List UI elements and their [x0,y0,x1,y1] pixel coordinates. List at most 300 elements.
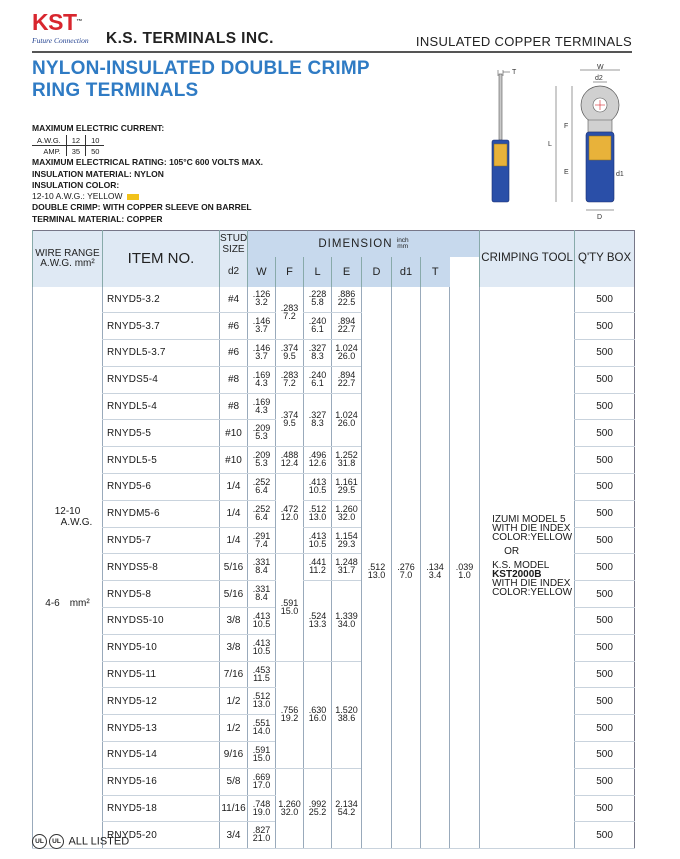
l-cell [332,287,362,313]
l-cell [332,661,362,768]
t-value [456,563,474,579]
d2-value [253,451,271,467]
item-number: RNYDL5-4 [103,393,220,420]
f-cell [304,474,332,501]
d2-value-inch: .209 [252,423,271,434]
w-value-mm: 12.4 [280,458,299,469]
f-value-inch: .992 [308,798,327,809]
d2-cell [248,715,276,742]
d2-value [253,639,271,655]
d2-cell [248,366,276,393]
l-cell [332,527,362,554]
l-value [335,411,358,427]
w-value-mm: 9.5 [283,350,296,361]
d2-value [253,773,271,789]
d2-value-mm: 10.5 [252,645,271,656]
wire-mm [33,598,102,609]
l-value [338,317,356,333]
d2-cell [248,608,276,635]
table-row [33,287,635,313]
d2-value-inch: .291 [252,530,271,541]
d2-value-inch: .827 [252,825,271,836]
l-value-mm: 26.0 [337,417,356,428]
w-cell [276,287,304,340]
qty-box: 500 [575,527,635,554]
title-line-1: NYLON-INSULATED DOUBLE CRIMP [32,58,370,79]
item-number: RNYD5-13 [103,715,220,742]
w-value-inch: .283 [280,302,299,313]
d2-cell [248,393,276,420]
d2-value [253,532,271,548]
l-cell [332,313,362,340]
w-value-mm: 32.0 [280,806,299,817]
certification-text: ALL LISTED [68,835,130,848]
amp-value-35: 35 [66,146,85,157]
e-value [368,563,386,579]
t-header: T [421,257,450,287]
f-value-inch: .630 [308,704,327,715]
d2-value-inch: .413 [252,637,271,648]
f-value-mm: 5.8 [311,297,324,308]
wire-awg [33,506,102,528]
d2-value-inch: .591 [252,744,271,755]
l-cell [332,474,362,501]
f-value-inch: .441 [308,557,327,568]
wire-range-cell [33,287,103,849]
stud-size: 3/8 [220,634,248,661]
terminal-table [32,230,634,849]
awg-value-12: 12 [66,135,85,146]
t-value-inch: .039 [455,562,474,573]
page-title [32,58,370,102]
l-value-mm: 32.0 [337,511,356,522]
e-cell [362,287,392,849]
e-value-mm: 13.0 [367,570,386,581]
d1-value [426,563,444,579]
d2-value-mm: 7.4 [255,538,268,549]
l-header: L [304,257,332,287]
item-number: RNYD5-14 [103,742,220,769]
w-value [281,411,299,427]
item-number: RNYDS5-4 [103,366,220,393]
d2-cell [248,340,276,367]
side-view [492,69,517,202]
header-divider [32,51,632,53]
w-cell [276,447,304,474]
f-value [309,706,327,722]
qty-box: 500 [575,661,635,688]
d2-value-inch: .331 [252,584,271,595]
d2-value [253,505,271,521]
f-value [309,478,327,494]
qty-box: 500 [575,581,635,608]
d2-cell [248,447,276,474]
f-value-mm: 6.1 [311,324,324,335]
qty-box: 500 [575,420,635,447]
w-value-mm: 12.0 [280,511,299,522]
d2-cell [248,500,276,527]
d2-value-mm: 15.0 [252,752,271,763]
item-no-header: ITEM NO. [103,231,220,287]
w-value [281,599,299,615]
current-table [32,135,104,156]
diagram-label-e: E [564,169,569,176]
d2-value-inch: .748 [252,798,271,809]
qty-box: 500 [575,715,635,742]
d2-value-mm: 3.7 [255,324,268,335]
wire-mm-range: 4-6 [45,597,60,609]
specifications [32,123,263,225]
l-value-inch: 1.520 [335,704,358,715]
terminal-diagram [476,62,636,222]
item-number: RNYD5-8 [103,581,220,608]
tool-line4: K.S. MODEL [492,560,550,572]
company-name: K.S. TERMINALS INC. [106,30,274,47]
f-value-mm: 6.1 [311,377,324,388]
ul-listed-icon: UL [32,834,47,849]
qty-box: 500 [575,366,635,393]
qty-box: 500 [575,768,635,795]
d2-value-mm: 5.3 [255,431,268,442]
diagram-label-d1: d1 [616,171,624,178]
d2-cell [248,822,276,849]
stud-size: 5/16 [220,554,248,581]
d2-value-mm: 5.3 [255,458,268,469]
insulation-color-label: INSULATION COLOR: [32,179,120,190]
w-cell [276,393,304,447]
d2-value [253,692,271,708]
d2-value-inch: .126 [252,289,271,300]
d2-cell [248,742,276,769]
l-cell [332,768,362,848]
stud-size: 1/4 [220,527,248,554]
diagram-label-f: F [564,123,569,130]
certification-footer [32,834,129,849]
f-cell [304,340,332,367]
f-value-mm: 10.5 [308,538,327,549]
d1-value-inch: .134 [426,562,444,573]
f-value [309,612,327,628]
w-value-inch: .756 [280,704,299,715]
item-number: RNYDL5-3.7 [103,340,220,367]
w-header: W [248,257,276,287]
w-value-inch: .488 [280,450,299,461]
wire-awg-range: 12-10 [54,505,81,517]
d-value-inch: .276 [397,562,415,573]
d2-cell [248,795,276,822]
d2-value-inch: .146 [252,316,271,327]
w-value-mm: 15.0 [280,605,299,616]
d-cell [392,287,421,849]
d2-value-mm: 4.3 [255,404,268,415]
d2-value [253,719,271,735]
crimping-tool-cell [480,287,575,849]
w-value-inch: 1.260 [278,798,301,809]
item-number: RNYDS5-8 [103,554,220,581]
stud-size: #4 [220,287,248,313]
f-cell [304,661,332,768]
d2-value-mm: 21.0 [252,833,271,844]
diagram-label-d: D [597,214,603,221]
t-value-mm: 1.0 [458,570,471,581]
unit-mm: mm [397,242,409,250]
d2-value [253,371,271,387]
f-value [309,505,327,521]
stud-size: 1/4 [220,500,248,527]
l-value [335,532,358,548]
f-header: F [276,257,304,287]
w-value-inch: .591 [280,597,299,608]
f-value [309,451,327,467]
yellow-swatch [127,194,139,200]
stud-size: #10 [220,447,248,474]
item-number: RNYD5-10 [103,634,220,661]
d2-value-mm: 8.4 [255,565,268,576]
f-cell [304,287,332,313]
l-value-inch: 1.248 [335,557,358,568]
w-cell [276,340,304,367]
stud-size: #6 [220,340,248,367]
l-cell [332,500,362,527]
f-value-mm: 11.2 [309,565,326,576]
stud-size-header: STUD SIZE [220,231,248,257]
d2-cell [248,581,276,608]
dimension-unit [397,238,409,250]
qty-box: 500 [575,340,635,367]
stud-size: 1/2 [220,688,248,715]
d2-value [253,558,271,574]
d2-value [253,746,271,762]
item-number: RNYD5-7 [103,527,220,554]
l-value-inch: 1.154 [335,530,358,541]
l-value [335,800,358,816]
stud-d2-header: d2 [220,257,248,287]
stud-size: 1/4 [220,474,248,501]
w-value-inch: .472 [280,503,299,514]
w-value-inch: .283 [280,369,299,380]
d1-cell [421,287,450,849]
d1-header: d1 [392,257,421,287]
insulation-color-value [32,191,263,202]
title-line-2: RING TERMINALS [32,80,199,101]
w-value [281,706,299,722]
d2-cell [248,420,276,447]
l-value-inch: .894 [337,316,356,327]
front-view [548,64,624,221]
w-value-mm: 7.2 [283,377,296,388]
d2-value [253,826,271,842]
d2-value [253,290,271,306]
stud-size: 11/16 [220,795,248,822]
color-value-text: 12-10 A.W.G.: YELLOW [32,191,123,202]
f-value-inch: .496 [308,450,327,461]
f-value [309,317,327,333]
l-value [335,451,358,467]
item-number: RNYD5-20 [103,822,220,849]
d2-cell [248,527,276,554]
d2-value-mm: 11.5 [253,672,270,683]
diagram-label-t: T [512,69,517,76]
awg-label: A.W.G. [32,135,66,146]
l-value-inch: 1.339 [335,610,358,621]
d2-value-mm: 8.4 [255,592,268,603]
electrical-rating: MAXIMUM ELECTRICAL RATING: 105°C 600 VOLTS MAX. [32,157,264,168]
d2-value [253,800,271,816]
w-cell [276,366,304,393]
l-value-mm: 31.8 [337,458,356,469]
stud-size: #8 [220,393,248,420]
d1-value-mm: 3.4 [428,570,442,581]
l-value [335,344,358,360]
l-cell [332,340,362,367]
f-value-inch: .413 [308,530,327,541]
d2-cell [248,688,276,715]
f-cell [304,581,332,661]
d2-value-inch: .551 [252,718,271,729]
qty-box: 500 [575,742,635,769]
stud-size: 7/16 [220,661,248,688]
dimension-header [248,231,480,257]
d2-value [253,585,271,601]
w-cell [276,661,304,768]
d2-cell [248,313,276,340]
w-value [281,451,299,467]
f-value-inch: .240 [308,316,327,327]
insulation-material: INSULATION MATERIAL: NYLON [32,168,164,179]
w-cell [276,474,304,554]
l-value [338,290,356,306]
f-value-inch: .228 [308,289,327,300]
l-value-mm: 54.2 [337,806,356,817]
stud-size: 5/8 [220,768,248,795]
f-value-inch: .327 [308,342,327,353]
d2-value-inch: .453 [252,664,271,675]
diagram-label-d2: d2 [595,75,603,82]
d2-value-inch: .169 [252,396,271,407]
l-cell [332,554,362,581]
d2-cell [248,661,276,688]
d2-value-inch: .252 [252,503,271,514]
l-value-inch: .894 [337,369,356,380]
f-value-mm: 10.5 [308,484,327,495]
stud-size: #10 [220,420,248,447]
item-number: RNYD5-16 [103,768,220,795]
w-value [281,371,299,387]
wire-awg-unit: A.W.G. [60,516,93,528]
qty-box: 500 [575,474,635,501]
item-number: RNYD5-5 [103,420,220,447]
d2-cell [248,634,276,661]
f-value-mm: 25.2 [308,806,327,817]
l-value-inch: 1.161 [335,476,358,487]
w-value [278,800,301,816]
w-value-inch: .374 [280,409,299,420]
f-value-inch: .512 [308,503,327,514]
f-cell [304,366,332,393]
stud-size: #8 [220,366,248,393]
l-value [335,505,358,521]
d2-cell [248,768,276,795]
d2-value [253,666,271,682]
l-cell [332,393,362,447]
terminal-material: TERMINAL MATERIAL: COPPER [32,213,163,224]
d2-value-mm: 3.7 [255,350,268,361]
d2-value-inch: .146 [252,342,271,353]
f-cell [304,554,332,581]
d2-value [253,424,271,440]
l-value [335,478,358,494]
l-value-mm: 26.0 [337,350,356,361]
d2-value-mm: 6.4 [255,484,268,495]
tool-line6: WITH DIE INDEX [492,578,571,590]
f-value-inch: .524 [308,610,327,621]
logo-trademark: ™ [76,19,82,25]
f-cell [304,500,332,527]
f-cell [304,447,332,474]
d2-value-inch: .669 [252,771,271,782]
f-value-inch: .413 [308,476,327,487]
l-value [335,558,358,574]
stud-size: #6 [220,313,248,340]
f-value-mm: 8.3 [311,350,324,361]
qty-box: 500 [575,393,635,420]
diagram-label-w: W [597,64,604,71]
d2-value [253,344,271,360]
dimension-header-text: DIMENSION [318,237,393,250]
item-number: RNYDL5-5 [103,447,220,474]
item-number: RNYD5-18 [103,795,220,822]
item-number: RNYD5-3.7 [103,313,220,340]
amp-label: AMP. [43,146,61,156]
d2-value [253,478,271,494]
l-value-mm: 31.7 [337,565,356,576]
l-value-inch: 1.024 [335,409,358,420]
tool-line1: IZUMI MODEL 5 [492,514,566,526]
tool-line2: WITH DIE INDEX [492,523,571,535]
crimping-tool-header: CRIMPING TOOL [480,231,575,287]
w-cell [276,554,304,661]
unit-inch: inch [396,236,409,244]
product-category: INSULATED COPPER TERMINALS [415,34,632,49]
d2-cell [248,474,276,501]
d2-value [253,612,271,628]
d2-value-mm: 4.3 [255,377,268,388]
w-value-mm: 9.5 [283,417,296,428]
qty-box: 500 [575,287,635,313]
item-number: RNYD5-12 [103,688,220,715]
current-label: MAXIMUM ELECTRIC CURRENT: [32,123,165,133]
qty-box: 500 [575,688,635,715]
w-value-inch: .374 [280,342,299,353]
d2-cell [248,287,276,313]
qty-box: 500 [575,822,635,849]
stud-size: 9/16 [220,742,248,769]
f-value [309,290,327,306]
wire-range-header-text: WIRE RANGE A.W.G. mm² [35,247,100,269]
qty-box: 500 [575,500,635,527]
d2-value-mm: 10.5 [252,618,271,629]
d2-value-inch: .413 [252,610,271,621]
wire-mm-unit: mm² [69,597,90,609]
f-value-mm: 13.3 [308,618,327,629]
item-number: RNYD5-6 [103,474,220,501]
l-value-mm: 22.7 [337,324,356,335]
d2-value-mm: 3.2 [255,297,268,308]
qty-box: 500 [575,554,635,581]
d2-value-mm: 13.0 [252,699,271,710]
f-value [309,371,327,387]
l-cell [332,366,362,393]
